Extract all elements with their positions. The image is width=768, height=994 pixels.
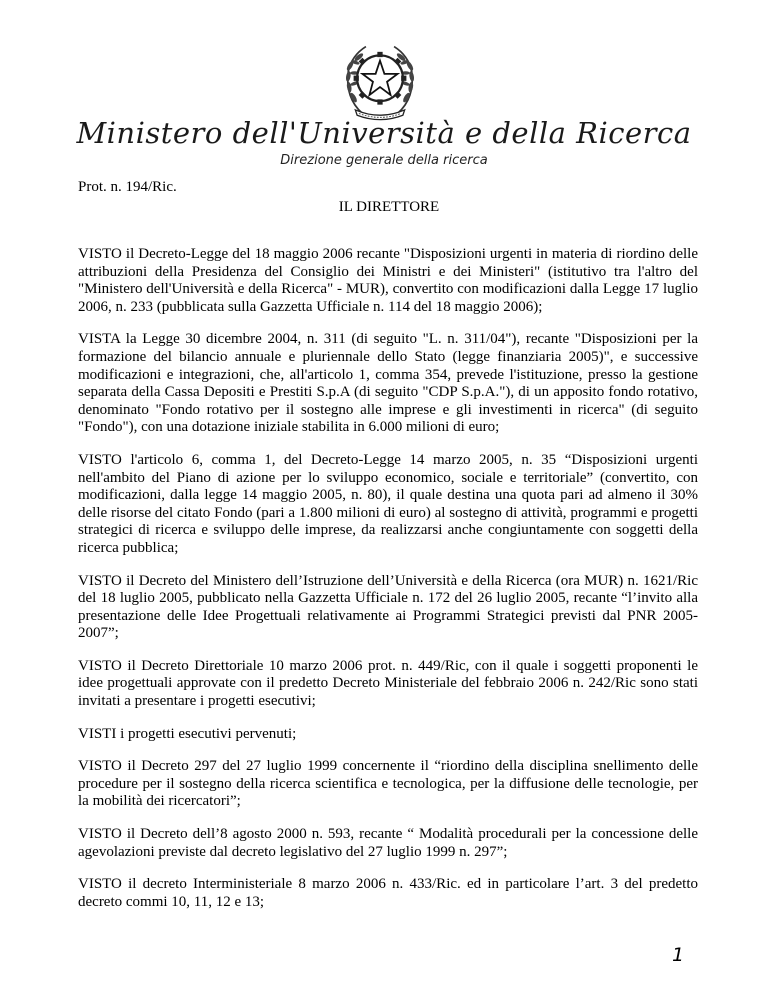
paragraph: VISTO il Decreto dell’8 agosto 2000 n. 593, recante “ Modalità procedurali per la concessione delle agevolazioni previste dal decreto legislativo del 27 luglio 1999 n. 297”; [78, 826, 698, 860]
page-number: 1 [672, 944, 685, 966]
document-body [78, 246, 698, 926]
italian-republic-emblem-icon [336, 36, 424, 124]
protocol-number: Prot. n. 194/Ric. [78, 179, 177, 195]
paragraph: VISTI i progetti esecutivi pervenuti; [78, 725, 297, 742]
document-title: IL DIRETTORE [338, 199, 440, 215]
paragraph: VISTO il Decreto Direttoriale 10 marzo 2006 prot. n. 449/Ric, con il quale i soggetti proponenti le idee progettuali approvate con il predetto Decreto Ministeriale del febbraio 2006 n. 242/Ric sono stati invitati a presentare i progetti esecutivi; [78, 657, 698, 710]
paragraph: VISTO l'articolo 6, comma 1, del Decreto-Legge 14 marzo 2005, n. 35 “Disposizioni urgenti nell'ambito del Piano di azione per lo sviluppo economico, sociale e territoriale” (convertito, con modificazioni, dalla legge 14 maggio 2005, n. 80), il quale destina una quota pari ad almeno il 30% delle risorse del citato Fondo (pari a 1.800 milioni di euro) al sostegno di attività, programmi e progetti strategici di ricerca e sviluppo delle imprese, da realizzarsi anche congiuntamente con soggetti della ricerca pubblica; [78, 451, 698, 556]
ministry-name: Ministero dell'Università e della Ricerca [76, 116, 692, 150]
paragraph: VISTO il Decreto 297 del 27 luglio 1999 concernente il “riordino della disciplina snellimento delle procedure per il sostegno della ricerca scientifica e tecnologica, per la diffusione delle tecnologie, per la mobilità dei ricercatori”; [78, 758, 698, 810]
directorate-name: Direzione generale della ricerca [280, 153, 488, 168]
paragraph: VISTA la Legge 30 dicembre 2004, n. 311 (di seguito "L. n. 311/04"), recante "Disposizioni per la formazione del bilancio annuale e pluriennale dello Stato (legge finanziaria 2005)", e successive modificazioni e integrazioni, che, all'articolo 1, comma 354, prevede l'istituzione, presso la gestione separata della Cassa Depositi e Prestiti S.p.A (di seguito "CDP S.p.A."), di un apposito fondo rotativo, denominato "Fondo rotativo per il sostegno alle imprese e gli investimenti in ricerca" (di seguito "Fondo"), con una dotazione iniziale stabilita in 6.000 milioni di euro; [78, 331, 698, 436]
paragraph: VISTO il Decreto del Ministero dell’Istruzione dell’Università e della Ricerca (ora MUR) n. 1621/Ric del 18 luglio 2005, pubblicato nella Gazzetta Ufficiale n. 172 del 26 luglio 2005, recante “l’invito alla presentazione delle Idee Progettuali relativamente ai Programmi Strategici previsti dal PNR 2005-2007”; [78, 572, 698, 642]
paragraph: VISTO il decreto Interministeriale 8 marzo 2006 n. 433/Ric. ed in particolare l’art. 3 del predetto decreto commi 10, 11, 12 e 13; [78, 876, 698, 910]
paragraph: VISTO il Decreto-Legge del 18 maggio 2006 recante "Disposizioni urgenti in materia di riordino delle attribuzioni della Presidenza del Consiglio dei Ministri e dei Ministeri" (istitutivo tra l'altro del "Ministero dell'Università e della Ricerca" - MUR), convertito con modificazioni dalla Legge 17 luglio 2006, n. 233 (pubblicata sulla Gazzetta Ufficiale n. 114 del 18 maggio 2006); [78, 246, 698, 315]
